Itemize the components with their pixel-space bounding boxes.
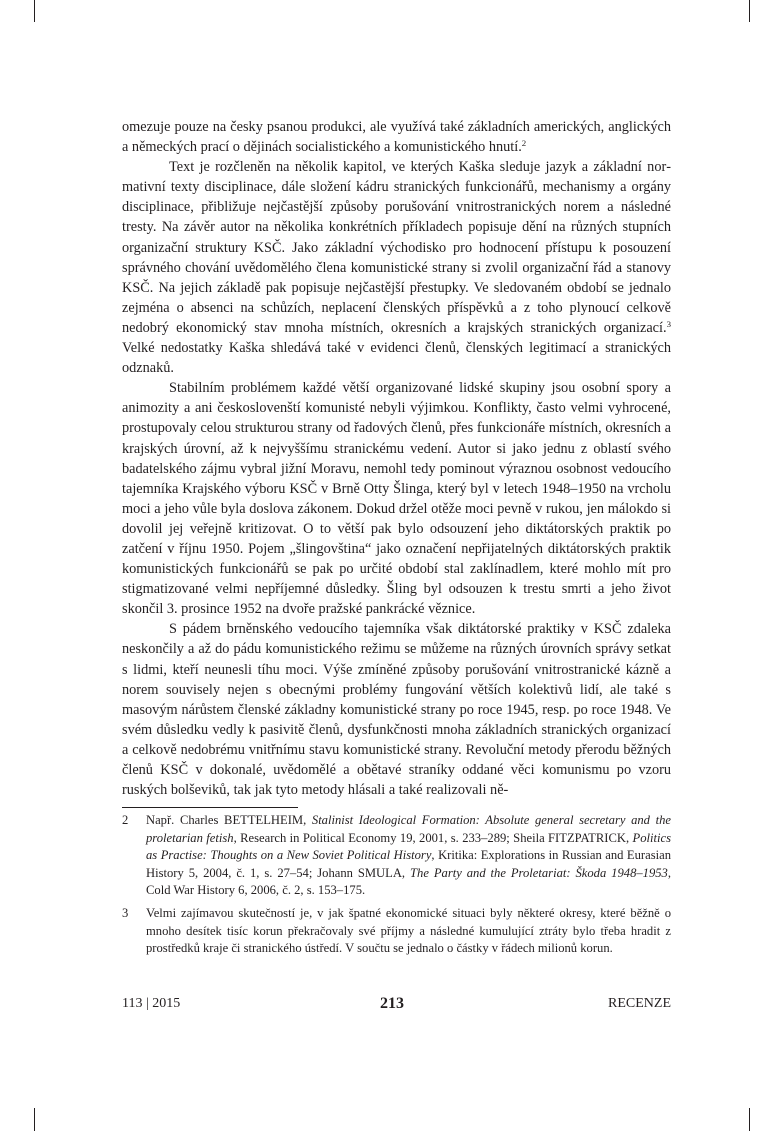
footnotes bbox=[122, 812, 671, 963]
footnote-2-title-3: The Party and the Proletariat: Škoda 1948–1953 bbox=[410, 865, 668, 880]
body-text bbox=[122, 117, 671, 800]
paragraph-2-text-b: Velké nedostatky Kaška shledává také v evidenci členů, členských legitimací a stranických odznaků. bbox=[122, 340, 671, 377]
paragraph-3: Stabilním problémem každé větší organizované lidské skupiny jsou osobní spory a animozity a ani českoslovenští komunisté nebyli výjimkou. Konflikty, často velmi vyhrocené, prostupovaly celou strukturou strany od řadových členů, přes funkcionáře místních, okresních a krajských úrovní, až k nejvyššímu stranickému vedení. Autor si jako jednu z oblastí svého badatelského zájmu vybral jižní Moravu, nemohl tedy pominout výraznou osobnost vedoucího tajemníka Krajského výboru KSČ v Brně Otty Šlinga, který byl v letech 1948–1950 na vrcholu moci a jeho vůle byla doslova zákonem. Dokud držel otěže moci pevně v rukou, jen málokdo si dovolil jej veřejně kritizovat. O to větší pak bylo odsouzení jeho diktátorských praktik po zatčení v říjnu 1950. Pojem „šlingovština“ jako označení nepřijatelných diktátorských praktik komunistických funkcionářů se pak po určité období stal zaklínadlem, které mohlo mít pro stigmatizované velmi nepříjemné důsledky. Šling byl odsouzen k trestu smrti a jeho život skončil 3. prosince 1952 na dvoře pražské pankrácké věznice. bbox=[122, 380, 671, 618]
footnote-ref-3[interactable]: 3 bbox=[666, 319, 671, 330]
footnote-3-text: Velmi zajímavou skutečností je, v jak špatné ekonomické situaci byly některé okresy, které běžně o mnoho desítek tisíc korun překračovaly své příjmy a následné kumulující ztráty bylo třeba hradit z prostředků kraje či stranického ústředí. V součtu se jednalo o částky v řádech milionů korun. bbox=[146, 905, 671, 956]
footnote-number: 3 bbox=[122, 905, 129, 920]
paragraph-1-text: omezuje pouze na česky psanou produkci, ale využívá také základních amerických, anglických a německých prací o dějinách socialistického a komunistického hnutí. bbox=[122, 119, 671, 156]
section-label: RECENZE bbox=[608, 996, 671, 1011]
footnote-2-title-2: Politics as Practise: Thoughts on a New Soviet Political History bbox=[146, 830, 671, 863]
paragraph-2 bbox=[122, 157, 671, 378]
issue-label: 113 | 2015 bbox=[122, 996, 181, 1011]
footnote-2-title-1: Stalinist Ideological Formation: Absolute general secretary and the proletarian fetish bbox=[146, 813, 671, 845]
footnote-2-text-g: , Cold War History 6, 2006, č. 2, s. 153–175. bbox=[146, 865, 672, 898]
crop-mark-bottom-right bbox=[749, 1108, 750, 1131]
paragraph-4: S pádem brněnského vedoucího tajemníka však diktátorské praktiky v KSČ zdaleka neskončily a až do pádu komunistického režimu se můžeme na různých úrovních správy setkat s lidmi, kteří neunesli tíhu moci. Výše zmíněné způsoby porušování vnitrostranické kázně a norem souvisely nejen s obecnými problémy fungování větších kolektivů lidí, ale také s masovým nárůstem členské základny komunistické strany po roce 1945, resp. po roce 1948. Ve svém důsledku vedly k pasivitě členů, dysfunkčnosti mnoha základních stranických organizací a celkově nedobrému vnitřnímu stavu komunistické strany. Revoluční metody přerodu běžných členů KSČ v dokonalé, uvědomělé a obětavé straníky oddané věci komunismu po vzoru ruských bolševiků, tak jak tyto metody hlásali a také realizovali ně- bbox=[122, 621, 671, 799]
paragraph-1 bbox=[122, 117, 671, 157]
footnote-2-text-c: , Research in Political Economy 19, 2001, s. 233–289; Sheila FITZPATRICK, bbox=[233, 830, 633, 845]
footnote-separator bbox=[122, 807, 298, 808]
footnote-2-text-e: , Kritika: Explorations in Russian and Eurasian History 5, 2004, č. 1, s. 27–54; Johann SMULA, bbox=[146, 848, 671, 880]
page-number: 213 bbox=[380, 995, 404, 1012]
footnote-3 bbox=[122, 905, 671, 958]
footnote-number: 2 bbox=[122, 813, 129, 827]
footnote-2-text-a: Např. Charles BETTELHEIM, bbox=[146, 813, 312, 827]
footnote-2 bbox=[122, 812, 671, 900]
crop-mark-bottom-left bbox=[34, 1108, 35, 1131]
crop-mark-top-left bbox=[34, 0, 35, 22]
paragraph-2-text-a: Text je rozčleněn na několik kapitol, ve kterých Kaška sleduje jazyk a základní normativní texty disciplinace, dále složení kádru stranických funkcionářů, mechanismy a orgány disciplinace, přibližuje nejčastější způsoby porušování vnitrostranických norem a následné tresty. Na závěr autor na několika konkrétních příkladech popisuje dění na různých stupních organizační struktury KSČ. Jako základní východisko pro hodnocení přístupu k posouzení správného chování uvědomělého člena komunistické strany si zvolil organizační řád a stanovy KSČ. Na jejich základě pak popisuje nejčastější přestupky. Ve sledovaném období se jednalo zejména o absenci na schůzích, neplacení členských příspěvků a z toho plynoucí celkově nedobrý ekonomický stav mnoha místních, okresních a krajských stranických organizací. bbox=[122, 159, 671, 336]
crop-mark-top-right bbox=[749, 0, 750, 22]
footnote-ref-2[interactable]: 2 bbox=[521, 138, 527, 149]
